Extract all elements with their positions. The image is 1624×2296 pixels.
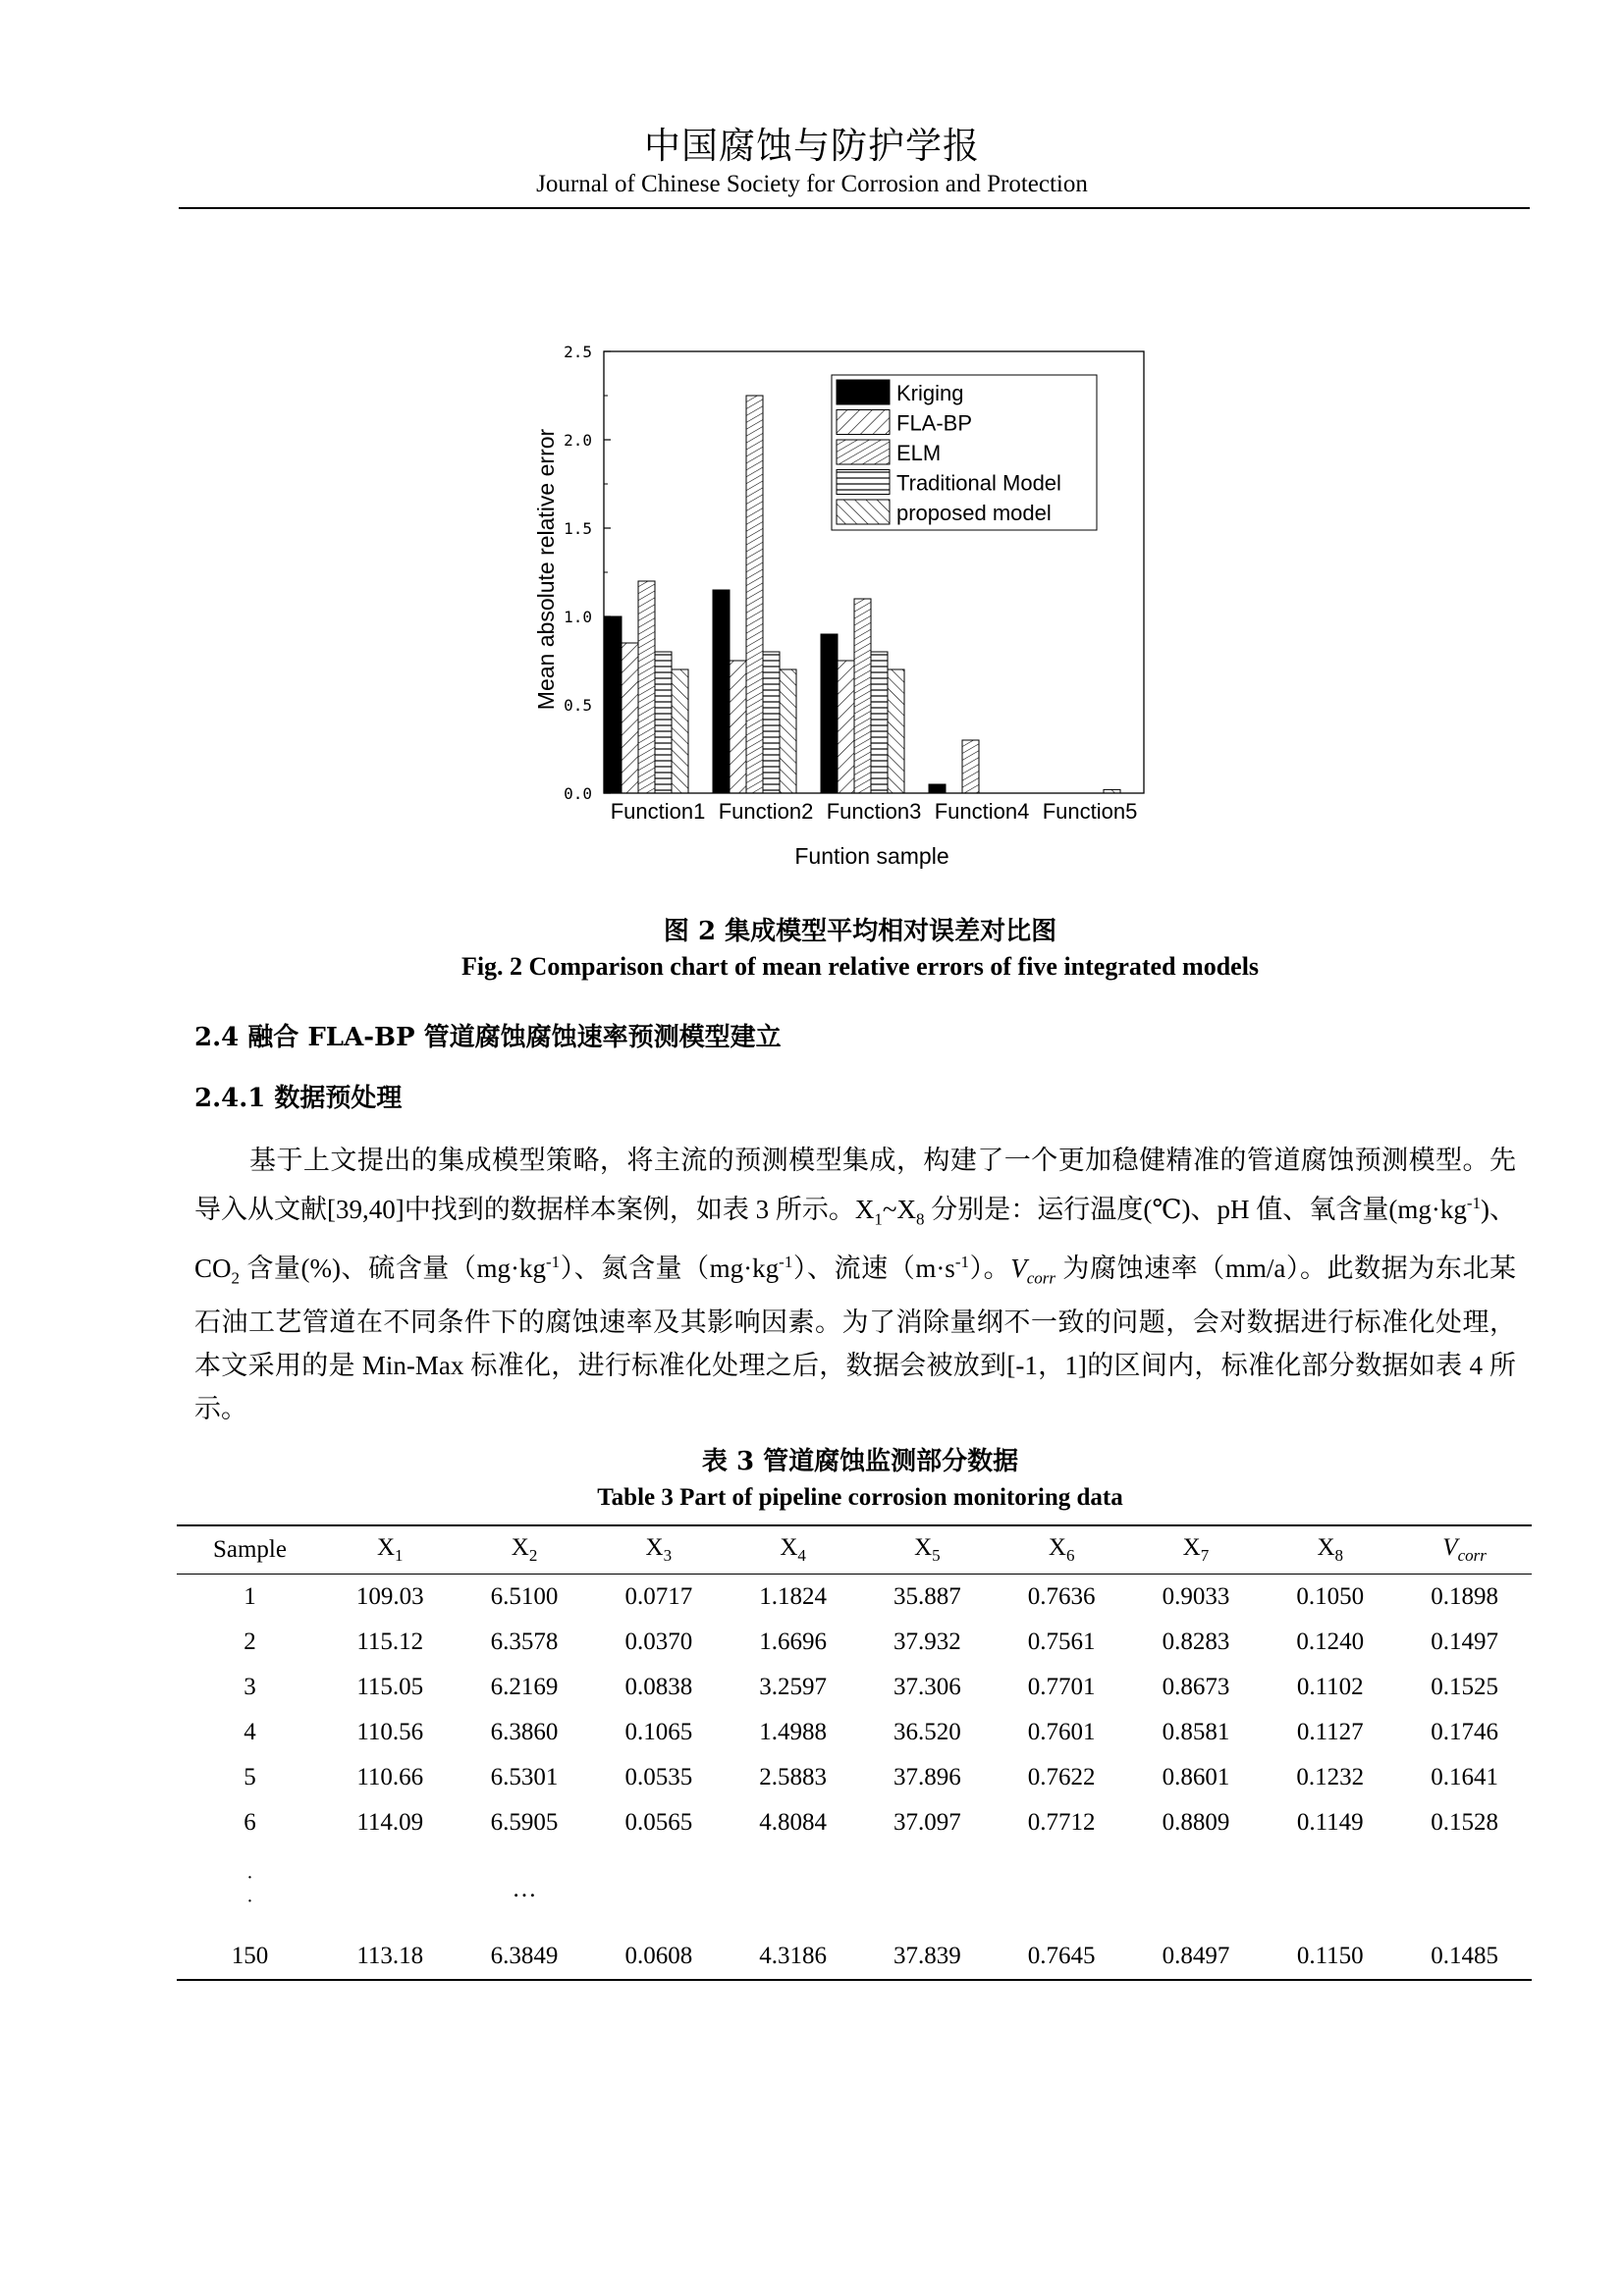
col-header-vcorr: $V_{corr}$ [1442, 1534, 1487, 1565]
para-text: 基于上文提出的集成模型策略，将主流的预测模型集成，构建了一个更加稳健精准的管道腐蚀预测模型。先导入从文献[39,40]中找到的数据样本案例，如表 3 所示。X [194, 1146, 1516, 1224]
para-vcorr-sub: corr [1026, 1268, 1056, 1288]
table-cell: 6.5905 [490, 1809, 559, 1836]
table-cell: 6.3849 [490, 1943, 559, 1969]
table-cell: 0.7712 [1027, 1809, 1096, 1836]
col-header-x3: $X_3$ [645, 1534, 673, 1565]
para-text: ~X [882, 1195, 917, 1224]
col-header-x4: $X_4$ [780, 1534, 806, 1565]
table-cell [726, 1845, 860, 1934]
table-cell: 0.1898 [1431, 1583, 1498, 1610]
bar-proposed-model-function2 [780, 669, 796, 793]
bar-chart [511, 334, 1257, 883]
table-cell: 1 [244, 1583, 256, 1610]
table-row [177, 1755, 1532, 1800]
table-cell: 6.5100 [490, 1583, 559, 1610]
table-cell: 0.7601 [1027, 1719, 1096, 1745]
bar-fla-bp-function3 [838, 661, 854, 793]
table-cell: 0.9033 [1162, 1583, 1230, 1610]
table-cell: 2.5883 [759, 1764, 827, 1790]
col-header-x1: $X_1$ [376, 1534, 404, 1565]
bar-kriging-function3 [821, 634, 838, 793]
bar-traditional-model-function1 [655, 652, 672, 793]
bar-traditional-model-function3 [871, 652, 888, 793]
bar-kriging-function2 [713, 590, 730, 793]
figure-2 [511, 334, 1257, 887]
y-tick-label: 2.5 [564, 343, 592, 361]
table-cell: 0.8581 [1162, 1719, 1230, 1745]
col-header-x6: $X_6$ [1048, 1534, 1075, 1565]
col-header-x8: $X_8$ [1317, 1534, 1344, 1565]
table-cell: 0.8809 [1162, 1809, 1230, 1836]
table-cell: 0.0838 [624, 1674, 693, 1700]
table-cell: 0.8283 [1162, 1629, 1230, 1655]
table-cell: · · [246, 1867, 253, 1912]
table-cell: 6.2169 [490, 1674, 559, 1700]
table-cell: 0.7645 [1027, 1943, 1096, 1969]
table-caption-cn: 表 3 管道腐蚀监测部分数据 [701, 1447, 1019, 1476]
table-row [177, 1934, 1532, 1980]
x-axis-label: Funtion sample [794, 843, 949, 869]
x-tick-label: Function2 [718, 799, 814, 824]
y-tick-label: 1.5 [564, 519, 592, 538]
table-row [177, 1575, 1532, 1621]
table-cell: 35.887 [893, 1583, 961, 1610]
bar-fla-bp-function2 [730, 661, 746, 793]
table-cell: 0.1050 [1296, 1583, 1365, 1610]
table-cell: 3.2597 [759, 1674, 827, 1700]
table-row [177, 1620, 1532, 1665]
col-header-x2: $X_2$ [511, 1534, 538, 1565]
table-cell: 37.306 [893, 1674, 961, 1700]
legend-entry: ELM [896, 441, 942, 465]
table-cell: 110.56 [356, 1719, 424, 1745]
table-cell: 114.09 [356, 1809, 424, 1836]
para-text: 为腐蚀速率（mm/a）。此数据为东北某石油工艺管道在不同条件下的腐蚀速率及其影响因素。为了消除量纲不一致的问题，会对数据进行标准化处理，本文采用的是 Min-Max 标准化，进行标准化处理之后，数据会被放到[-1，1]的区间内，标准化部分数据如表 4 所示。 [194, 1254, 1517, 1423]
table-header-row [177, 1525, 1532, 1575]
table-cell: 6.3578 [490, 1629, 559, 1655]
table-cell: 0.1746 [1431, 1719, 1498, 1745]
legend-swatch [837, 470, 890, 495]
section-heading-2-4-1: 2.4.1 数据预处理 [194, 1084, 403, 1113]
table-row [177, 1710, 1532, 1755]
table-cell: 0.0717 [624, 1583, 693, 1610]
figure-caption-en: Fig. 2 Comparison chart of mean relative errors of five integrated models [460, 952, 1260, 981]
para-sub: 8 [916, 1209, 925, 1229]
col-header-sample: Sample [212, 1536, 287, 1563]
table-cell: 0.1102 [1296, 1674, 1364, 1700]
bar-kriging-function4 [929, 784, 946, 793]
legend-swatch [837, 500, 890, 524]
y-tick-label: 2.0 [564, 431, 592, 450]
y-axis-label: Mean absolute relative error [533, 428, 559, 711]
para-text: 含量(%)、硫含量（mg·kg [240, 1254, 546, 1284]
table-ellipsis-row [177, 1845, 1532, 1934]
table-cell: 0.1240 [1296, 1629, 1365, 1655]
legend-entry: Traditional Model [896, 470, 1061, 496]
para-text: )、CO [194, 1195, 1516, 1284]
y-tick-label: 1.0 [564, 608, 592, 626]
table-cell [1263, 1845, 1397, 1934]
table-cell: 1.4988 [759, 1719, 827, 1745]
bar-traditional-model-function2 [763, 652, 780, 793]
table-cell: 37.839 [893, 1943, 961, 1969]
table-cell: 0.7701 [1027, 1674, 1096, 1700]
y-tick-label: 0.0 [564, 784, 592, 803]
legend-entry: proposed model [896, 501, 1052, 525]
body-paragraph [194, 1139, 1516, 1430]
table-cell: 0.8497 [1162, 1943, 1230, 1969]
bar-fla-bp-function1 [622, 643, 638, 793]
journal-title-cn: 中国腐蚀与防护学报 [644, 125, 980, 167]
table-cell: 0.1485 [1431, 1943, 1498, 1969]
bar-elm-function1 [638, 581, 655, 793]
legend-entry: Kriging [896, 381, 964, 405]
figure-caption-cn: 图 2 集成模型平均相对误差对比图 [663, 917, 1057, 946]
bar-elm-function2 [746, 396, 763, 793]
legend-swatch [837, 410, 890, 435]
table-cell: 113.18 [356, 1943, 424, 1969]
table-cell: 0.1525 [1431, 1674, 1498, 1700]
x-tick-label: Function3 [826, 799, 922, 824]
table-cell: 0.1065 [624, 1719, 693, 1745]
table-cell: 36.520 [893, 1719, 961, 1745]
table-cell: 150 [231, 1943, 269, 1969]
table-row [177, 1665, 1532, 1710]
para-text: ）。 [969, 1254, 1011, 1284]
table-cell: 0.1127 [1296, 1719, 1364, 1745]
table-cell: 0.1528 [1431, 1809, 1498, 1836]
bar-elm-function3 [854, 599, 871, 793]
para-sub: 2 [231, 1268, 241, 1288]
table-cell: 5 [244, 1764, 256, 1790]
table-cell: 0.1497 [1431, 1629, 1498, 1655]
bar-elm-function4 [962, 740, 979, 793]
table-cell: 4.8084 [759, 1809, 827, 1836]
table-cell: 1.1824 [759, 1583, 827, 1610]
legend-swatch [837, 380, 890, 404]
table-cell: 0.1641 [1431, 1764, 1498, 1790]
table-cell: 0.0565 [624, 1809, 693, 1836]
table-cell [860, 1845, 995, 1934]
table-cell: 4.3186 [759, 1943, 827, 1969]
table-cell: 110.66 [356, 1764, 424, 1790]
section-heading-2-4: 2.4 融合 FLA-BP 管道腐蚀腐蚀速率预测模型建立 [194, 1023, 782, 1052]
table-cell [323, 1845, 458, 1934]
table-cell: 6.3860 [490, 1719, 559, 1745]
para-sup: -1 [954, 1253, 969, 1272]
table-cell: 3 [244, 1674, 256, 1700]
table-cell: 1.6696 [759, 1629, 827, 1655]
table-caption-en: Table 3 Part of pipeline corrosion monitoring data [597, 1484, 1123, 1511]
table-cell: 6 [244, 1809, 256, 1836]
table-cell: 0.8673 [1162, 1674, 1230, 1700]
table-cell: 37.896 [893, 1764, 961, 1790]
table-cell: 0.7561 [1027, 1629, 1096, 1655]
para-sup: -1 [779, 1253, 793, 1272]
table-cell: 0.7622 [1027, 1764, 1096, 1790]
table-cell: 109.03 [355, 1583, 424, 1610]
table-cell: 115.12 [356, 1629, 424, 1655]
x-tick-label: Function1 [610, 799, 706, 824]
legend-entry: FLA-BP [896, 410, 973, 436]
table-cell: 37.932 [893, 1629, 961, 1655]
table-cell: 2 [244, 1629, 256, 1655]
table-cell: 115.05 [356, 1674, 424, 1700]
y-tick-label: 0.5 [564, 696, 592, 715]
table-cell: 37.097 [893, 1809, 961, 1836]
table-cell: 4 [244, 1719, 256, 1745]
para-text: ）、流速（m·s [792, 1254, 955, 1284]
col-header-x5: $X_5$ [914, 1534, 941, 1565]
col-header-x7: $X_7$ [1182, 1534, 1210, 1565]
para-sub: 1 [874, 1209, 883, 1229]
table-cell: … [512, 1876, 537, 1902]
table-cell: 0.0370 [624, 1629, 693, 1655]
table-cell [591, 1845, 726, 1934]
table-cell: 0.7636 [1027, 1583, 1096, 1610]
table-cell: 0.8601 [1162, 1764, 1230, 1790]
x-tick-label: Function5 [1042, 799, 1138, 824]
table-3 [177, 1524, 1532, 1981]
para-sup: -1 [1466, 1194, 1481, 1212]
table-cell: 0.1149 [1296, 1809, 1364, 1836]
para-vcorr: V [1010, 1254, 1027, 1284]
bar-proposed-model-function1 [672, 669, 688, 793]
x-tick-label: Function4 [934, 799, 1030, 824]
table-cell [1397, 1845, 1532, 1934]
table-cell: 0.0608 [624, 1943, 693, 1969]
bar-proposed-model-function3 [888, 669, 904, 793]
table-cell: 6.5301 [490, 1764, 559, 1790]
header-rule [179, 207, 1530, 209]
para-text: ）、氮含量（mg·kg [560, 1254, 780, 1284]
table-cell [1129, 1845, 1264, 1934]
table-cell: 0.0535 [624, 1764, 693, 1790]
data-table [177, 1524, 1532, 1981]
table-cell: 0.1232 [1296, 1764, 1365, 1790]
table-row [177, 1800, 1532, 1845]
legend-swatch [837, 440, 890, 464]
table-cell [995, 1845, 1129, 1934]
para-sup: -1 [545, 1253, 561, 1272]
journal-title-en: Journal of Chinese Society for Corrosion and Protection [536, 171, 1088, 197]
para-text: 分别是：运行温度(℃)、pH 值、氧含量(mg·kg [924, 1195, 1467, 1224]
table-cell: 0.1150 [1296, 1943, 1364, 1969]
